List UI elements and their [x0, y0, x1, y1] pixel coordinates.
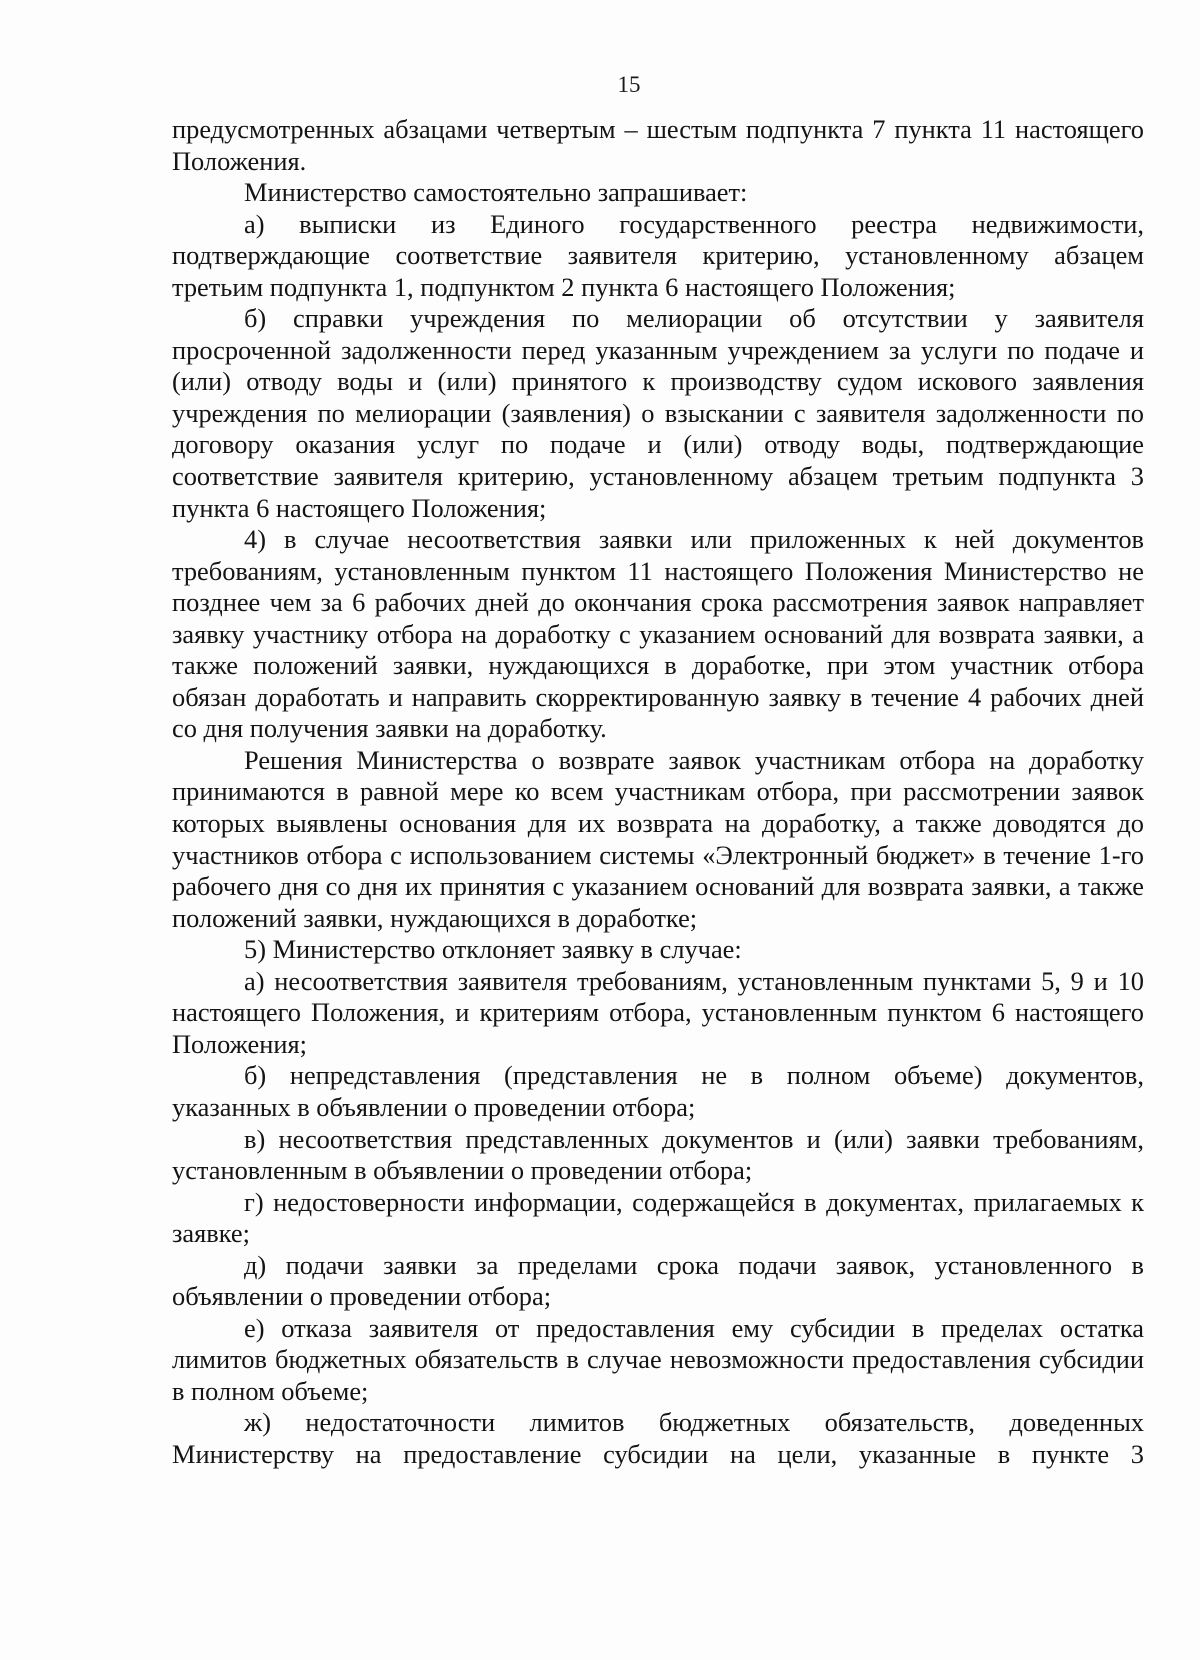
paragraph-reject-v: в) несоответствия представленных документов и (или) заявки требованиям, установленным в объявлении о проведении отбора; [172, 1123, 1144, 1186]
paragraph-return-decisions: Решения Министерства о возврате заявок участникам отбора на доработку принимаются в равной мере ко всем участникам отбора, при рассмотрении заявок которых выявлены основания для их возврата на доработку, а также доводятся до участников отбора с использованием системы «Электронный бюджет» в течение 1-го рабочего дня со дня их принятия с указанием оснований для возврата заявки, а также положений заявки, нуждающихся в доработке; [172, 744, 1144, 933]
paragraph-reject-b: б) непредставления (представления не в полном объеме) документов, указанных в объявлении о проведении отбора; [172, 1060, 1144, 1122]
paragraph-item-4-nonconformity: 4) в случае несоответствия заявки или приложенных к ней документов требованиям, установленным пунктом 11 настоящего Положения Министерство не позднее чем за 6 рабочих дней до окончания срока рассмотрения заявок направляет заявку участнику отбора на доработку с указанием оснований для возврата заявки, а также положений заявки, нуждающихся в доработке, при этом участник отбора обязан доработать и направить скорректированную заявку в течение 4 рабочих дней со дня получения заявки на доработку. [172, 524, 1144, 744]
paragraph-ministry-requests: Министерство самостоятельно запрашивает: [244, 177, 748, 208]
paragraph-reject-zh: ж) недостаточности лимитов бюджетных обязательств, доведенных Министерству на предоставление субсидии на цели, указанные в пункте 3 [172, 1407, 1144, 1469]
paragraph-reject-g: г) недостоверности информации, содержащейся в документах, прилагаемых к заявке; [172, 1186, 1144, 1249]
paragraph-reject-a: а) несоответствия заявителя требованиям, установленным пунктами 5, 9 и 10 настоящего Положения, и критериям отбора, установленным пунктом 6 настоящего Положения; [172, 965, 1144, 1059]
paragraph-item-5-rejection: 5) Министерство отклоняет заявку в случае: [244, 934, 742, 965]
page-number: 15 [617, 72, 641, 97]
paragraph-item-a-extracts: а) выписки из Единого государственного реестра недвижимости, подтверждающие соответствие заявителя критерию, установленному абзацем третьим подпункта 1, подпунктом 2 пункта 6 настоящего Положения; [172, 208, 1144, 302]
paragraph-reject-e: е) отказа заявителя от предоставления ему субсидии в пределах остатка лимитов бюджетных обязательств в случае невозможности предоставления субсидии в полном объеме; [172, 1312, 1144, 1406]
paragraph-item-b-certificates: б) справки учреждения по мелиорации об отсутствии у заявителя просроченной задолженности перед указанным учреждением за услуги по подаче и (или) отводу воды и (или) принятого к производству судом искового заявления учреждения по мелиорации (заявления) о взыскании с заявителя задолженности по договору оказания услуг по подаче и (или) отводу воды, подтверждающие соответствие заявителя критерию, установленному абзацем третьим подпункта 3 пункта 6 настоящего Положения; [172, 303, 1144, 523]
document-body [172, 114, 1144, 1471]
paragraph-continuation: предусмотренных абзацами четвертым – шестым подпункта 7 пункта 11 настоящего Положения. [172, 114, 1144, 176]
paragraph-reject-d: д) подачи заявки за пределами срока подачи заявок, установленного в объявлении о проведении отбора; [172, 1249, 1144, 1312]
